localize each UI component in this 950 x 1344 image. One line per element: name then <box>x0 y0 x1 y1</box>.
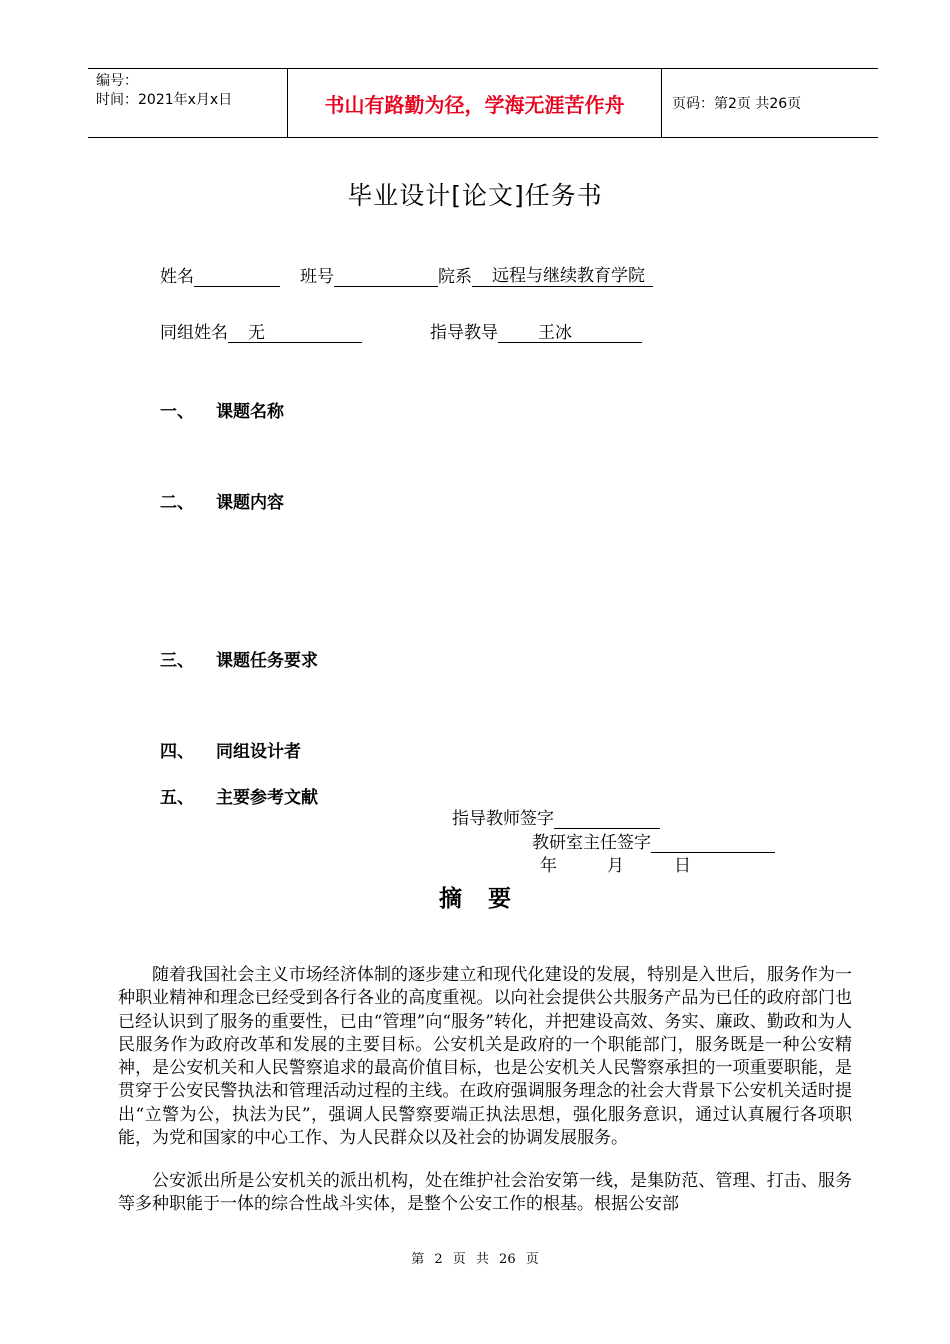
section-number: 五、 <box>160 788 194 808</box>
name-field <box>194 266 280 287</box>
section-number: 二、 <box>160 493 194 513</box>
advisor-field: 王冰 <box>498 323 642 343</box>
page-header <box>88 68 878 138</box>
dept-label: 院系 <box>438 267 472 287</box>
advisor-label: 指导教导 <box>430 323 498 343</box>
section-2 <box>160 488 284 513</box>
section-number: 三、 <box>160 651 194 671</box>
section-label: 课题内容 <box>216 493 284 513</box>
group-label: 同组姓名 <box>160 323 228 343</box>
section-1 <box>160 397 284 422</box>
header-page-info: 页码：第2页 共26页 <box>672 96 802 112</box>
abstract-paragraph-1: 随着我国社会主义市场经济体制的逐步建立和现代化建设的发展，特别是入世后，服务作为一种职业精神和理念已经受到各行各业的高度重视。以向社会提供公共服务产品为已任的政府部门也已经认识到了服务的重要性，已由“管理”向“服务”转化，并把建设高效、务实、廉政、勤政和为人民服务作为政府改革和发展的主要目标。公安机关是政府的一个职能部门，服务既是一种公安精神，是公安机关和人民警察追求的最高价值目标，也是公安机关人民警察承担的一项重要职能，是贯穿于公安民警执法和管理活动过程的主线。在政府强调服务理念的社会大背景下公安机关适时提出“立警为公，执法为民”，强调人民警察要端正执法思想，强化服务意识，通过认真履行各项职能，为党和国家的中心工作、为人民群众以及社会的协调发展服务。 <box>118 965 852 1149</box>
section-5 <box>160 783 318 808</box>
dept-field: 远程与继续教育学院 <box>472 266 653 287</box>
document-title: 毕业设计[论文]任务书 <box>347 181 603 210</box>
section-label: 课题名称 <box>216 402 284 422</box>
group-field: 无 <box>228 323 362 343</box>
form-row-2 <box>160 318 642 343</box>
section-number: 一、 <box>160 402 194 422</box>
sign-date <box>540 851 691 876</box>
abstract-paragraph-2: 公安派出所是公安机关的派出机构，处在维护社会治安第一线，是集防范、管理、打击、服务等多种职能于一体的综合性战斗实体，是整个公安工作的根基。根据公安部 <box>118 1171 852 1215</box>
name-label: 姓名 <box>160 267 194 287</box>
advisor-sign-field <box>554 808 660 829</box>
day-label: 日 <box>674 856 691 876</box>
time-label: 时间：2021年x月x日 <box>96 92 233 108</box>
page-footer: 第 2 页 共 26 页 <box>411 1252 539 1267</box>
number-label: 编号： <box>96 73 138 89</box>
section-4 <box>160 737 301 762</box>
advisor-signature <box>452 804 660 829</box>
section-3 <box>160 646 318 671</box>
director-sign-label: 教研室主任签字 <box>532 833 651 853</box>
class-label: 班号 <box>300 267 334 287</box>
header-meta <box>88 69 288 137</box>
director-sign-field <box>651 832 775 853</box>
class-field <box>334 266 438 287</box>
form-row-1 <box>160 262 653 287</box>
month-label: 月 <box>607 856 624 876</box>
header-motto: 书山有路勤为径，学海无涯苦作舟 <box>288 69 662 137</box>
section-label: 主要参考文献 <box>216 788 318 808</box>
year-label: 年 <box>540 856 557 876</box>
abstract-title: 摘要 <box>439 886 537 912</box>
section-label: 同组设计者 <box>216 742 301 762</box>
director-signature <box>532 828 775 853</box>
section-label: 课题任务要求 <box>216 651 318 671</box>
advisor-sign-label: 指导教师签字 <box>452 809 554 829</box>
section-number: 四、 <box>160 742 194 762</box>
